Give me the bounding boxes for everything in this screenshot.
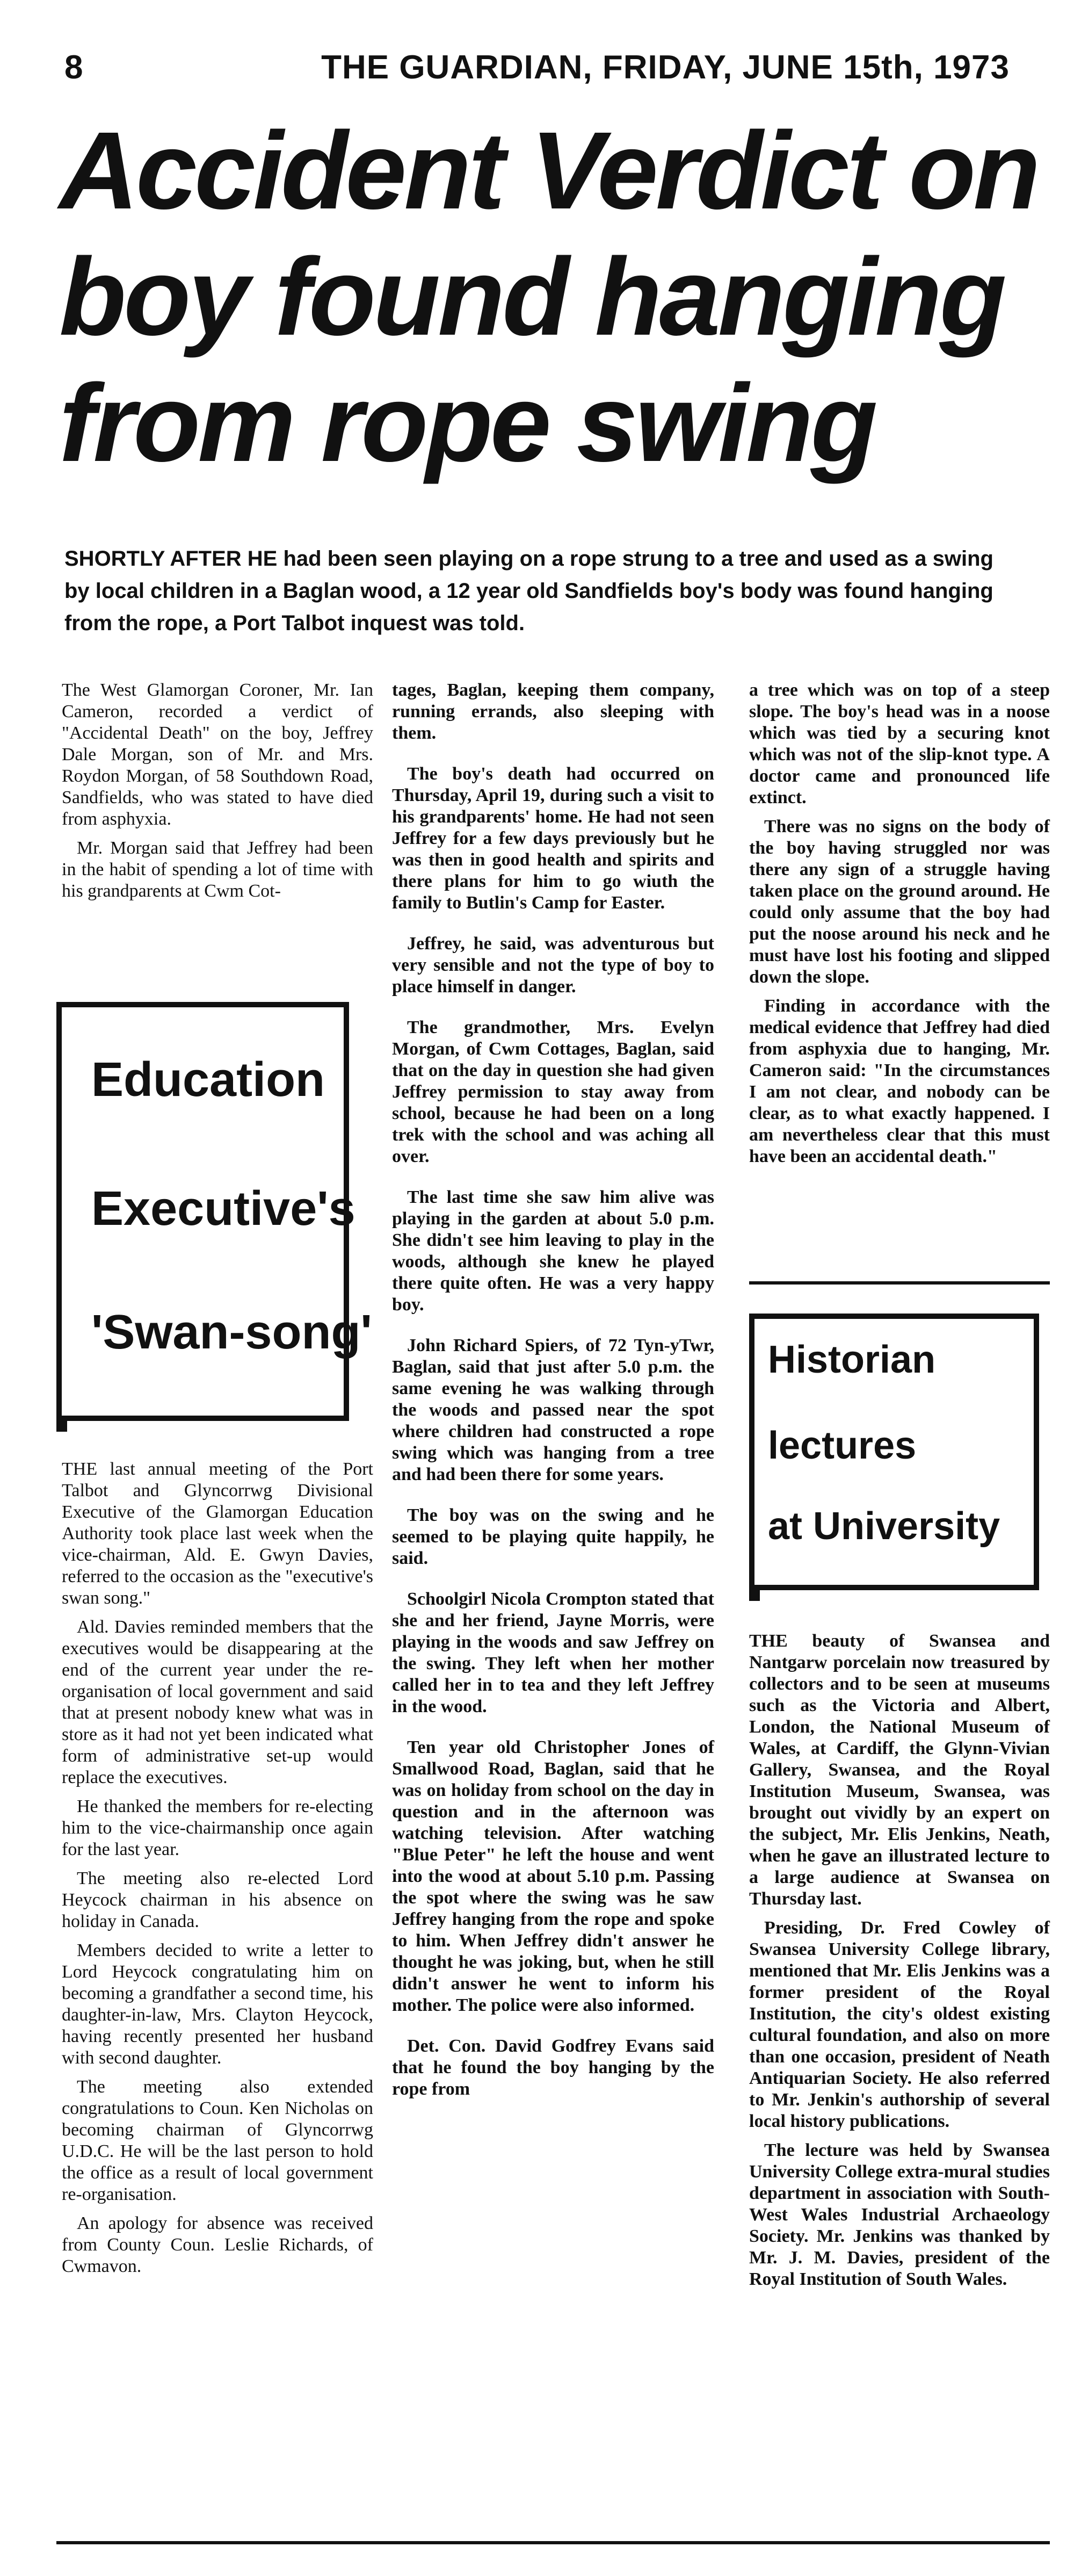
headline-line: boy found hanging xyxy=(59,235,1004,358)
paragraph: Members decided to write a letter to Lord Heycock congratulating him on becoming a grandfather a second time, his daughter-in-law, Mrs. Clayton Heycock, having recently presented her husband with second daughter. xyxy=(62,1940,373,2068)
paragraph: The boy was on the swing and he seemed to be playing quite happily, he said. xyxy=(392,1505,714,1568)
paragraph: Schoolgirl Nicola Crompton stated that she and her friend, Jayne Morris, were playing in the woods and saw Jeffrey on the swing. They left when her mother called her in to tea and they left Jeffrey in the wood. xyxy=(392,1589,714,1716)
box-title-line: Education xyxy=(91,1053,325,1107)
standfirst: SHORTLY AFTER HE had been seen playing on a rope strung to a tree and used as a swing by local children in a Baglan wood, a 12 year old Sandfields boy's body was found hanging from the rope, a Port Talbot inquest was told. xyxy=(64,547,993,635)
box-title-line: Executive's xyxy=(91,1182,355,1236)
education-headline-box xyxy=(56,1002,372,1421)
historian-headline-box xyxy=(749,1314,1039,1590)
paragraph: The boy's death had occurred on Thursday, April 19, during such a visit to his grandparents' home. He had not seen Jeffrey for a few days previously but he was then in good health and spirits and there plans for him to go wiuth the family to Butlin's Camp for Easter. xyxy=(392,764,714,913)
headline-line: Accident Verdict on xyxy=(59,109,1038,232)
paragraph: Jeffrey, he said, was adventurous but very sensible and not the type of boy to place himself in danger. xyxy=(392,934,714,997)
paragraph: The grandmother, Mrs. Evelyn Morgan, of Cwm Cottages, Baglan, said that on the day in question she had given Jeffrey permission to stay away from school, because he had been on a long trek with the school and was aching all over. xyxy=(392,1018,714,1166)
box-corner-mark xyxy=(56,1421,67,1432)
paragraph: The meeting also re-elected Lord Heycock chairman in his absence on holiday in Canada. xyxy=(62,1868,373,1931)
masthead-dateline: THE GUARDIAN, FRIDAY, JUNE 15th, 1973 xyxy=(321,49,1010,86)
box-title-line: 'Swan-song' xyxy=(91,1305,372,1359)
paragraph: THE beauty of Swansea and Nantgarw porcelain now treasured by collectors and to be seen at museums such as the Victoria and Albert, London, the National Museum of Wales, at Cardiff, the Glynn-Vivian Gallery, Swansea, and the Royal Institution Museum, Swansea, was brought out vividly by an expert on the subject, Mr. Elis Jenkins, Neath, when he gave an illustrated lecture to a large audience at Swansea on Thursday last. xyxy=(749,1631,1050,1909)
main-story-column-2 xyxy=(392,680,714,2108)
paragraph: a tree which was on top of a steep slope. The boy's head was in a noose which was tied by a securing knot which was not of the slip-knot type. A doctor came and pronounced life extinct. xyxy=(749,680,1050,807)
paragraph: Mr. Morgan said that Jeffrey had been in the habit of spending a lot of time with his grandparents at Cwm Cot- xyxy=(62,838,373,901)
paragraph: The lecture was held by Swansea University College extra-mural studies department in association with South-West Wales Industrial Archaeology Society. Mr. Jenkins was thanked by Mr. J. M. Davies, president of the Royal Institution of South Wales. xyxy=(749,2140,1050,2289)
paragraph: The meeting also extended congratulations to Coun. Ken Nicholas on becoming chairman of Glyncorrwg U.D.C. He will be the last person to hold the office as a result of local government re-organisation. xyxy=(62,2077,373,2204)
paragraph: He thanked the members for re-electing him to the vice-chairmanship once again for the last year. xyxy=(62,1796,373,1859)
page-number: 8 xyxy=(64,49,83,86)
box-corner-mark xyxy=(749,1590,760,1601)
paragraph: Ten year old Christopher Jones of Smallwood Road, Baglan, said that he was on holiday from school on the day in question and in the afternoon was watching television. After watching "Blue Peter" he left the house and went into the wood at about 5.10 p.m. Passing the spot where the swing was he saw Jeffrey hanging from the rope and spoke to him. When Jeffrey didn't answer he thought he was joking, but, when he still didn't answer he went to inform his mother. The police were also informed. xyxy=(392,1737,714,2015)
paragraph: There was no signs on the body of the boy having struggled nor was there any sign of a struggle having taken place on the ground around. He could only assume that the boy had put the noose around his neck and he must have lost his footing and slipped down the slope. xyxy=(749,817,1050,987)
page-bottom-rule xyxy=(56,2541,1050,2544)
paragraph: Finding in accordance with the medical evidence that Jeffrey had died from asphyxia due to hanging, Mr. Cameron said: "In the circumstances I am not clear, and nobody can be clear, as to what exactly happened. I am nevertheless clear that this must have been an accidental death." xyxy=(749,996,1050,1166)
paragraph: Ald. Davies reminded members that the executives would be disappearing at the end of the current year under the re-organisation of local government and said that at present nobody knew what was in store as it had not yet been indicated what form of administrative set-up would replace the executives. xyxy=(62,1617,373,1787)
box-title-line: lectures xyxy=(768,1424,917,1467)
main-story-column-3 xyxy=(749,680,1050,1175)
column-divider-rule xyxy=(749,1281,1050,1285)
paragraph: tages, Baglan, keeping them company, running errands, also sleeping with them. xyxy=(392,680,714,743)
main-headline xyxy=(59,107,1038,486)
paragraph: Presiding, Dr. Fred Cowley of Swansea University College library, mentioned that Mr. Elis Jenkins was a former president of the Royal Institution, the city's oldest existing cultural foundation, and also on more than one occasion, president of Neath Antiquarian Society. He also referred to Mr. Jenkin's authorship of several local history publications. xyxy=(749,1918,1050,2131)
headline-line: from rope swing xyxy=(59,362,875,485)
box-title-line: Historian xyxy=(768,1338,936,1381)
paragraph: Det. Con. David Godfrey Evans said that he found the boy hanging by the rope from xyxy=(392,2036,714,2099)
page-header xyxy=(64,48,1010,97)
paragraph: THE last annual meeting of the Port Talbot and Glyncorrwg Divisional Executive of the Glamorgan Education Authority took place last week when the vice-chairman, Ald. E. Gwyn Davies, referred to the occasion as the "executive's swan song." xyxy=(62,1459,373,1608)
paragraph: John Richard Spiers, of 72 Tyn-yTwr, Baglan, said that just after 5.0 p.m. the same evening he was walking through the woods and passed near the spot where children had constructed a rope swing which was hanging from a tree and had been there for some years. xyxy=(392,1336,714,1484)
paragraph: The West Glamorgan Coroner, Mr. Ian Cameron, recorded a verdict of "Accidental Death" on the boy, Jeffrey Dale Morgan, son of Mr. and Mrs. Roydon Morgan, of 58 Southdown Road, Sandfields, who was stated to have died from asphyxia. xyxy=(62,680,373,829)
historian-story-body xyxy=(749,1630,1050,2298)
paragraph: An apology for absence was received from County Coun. Leslie Richards, of Cwmavon. xyxy=(62,2213,373,2276)
main-story-column-1 xyxy=(62,680,373,910)
paragraph: The last time she saw him alive was playing in the garden at about 5.0 p.m. She didn't see him leaving to play in the woods, although she knew he played there quite often. He was a very happy boy. xyxy=(392,1187,714,1315)
education-story-body xyxy=(62,1459,373,2285)
box-title-line: at University xyxy=(768,1505,1000,1548)
